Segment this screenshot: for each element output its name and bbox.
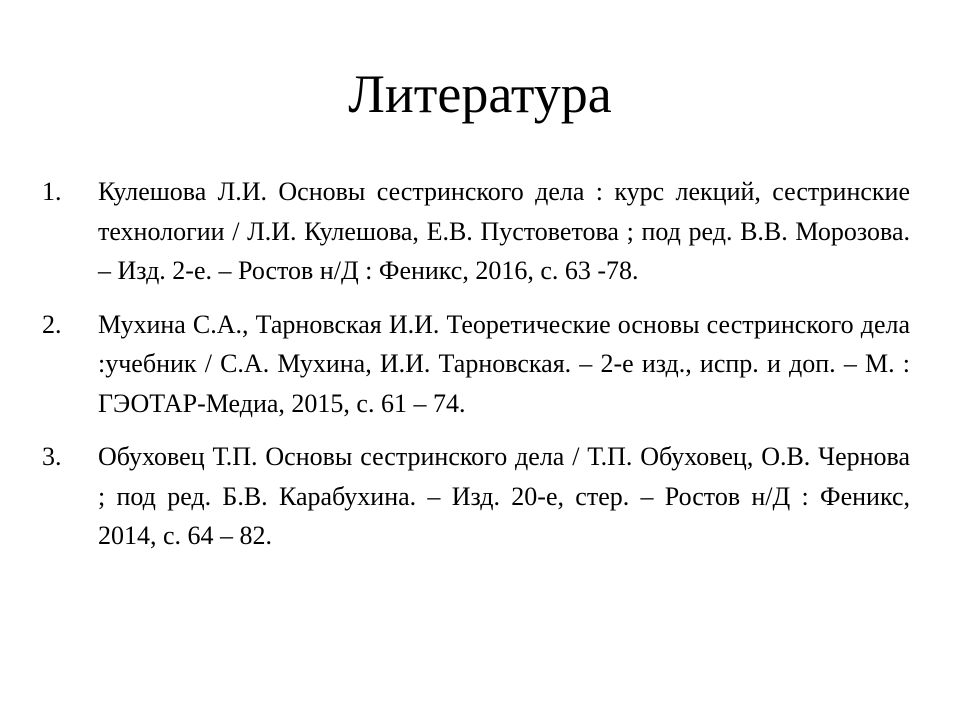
list-item-number: 1.: [42, 177, 62, 206]
list-item: [42, 172, 910, 291]
list-item-number: 2.: [42, 309, 62, 339]
list-item-text: Кулешова Л.И. Основы сестринского дела : курс лекций, сестринские технологии / Л.И. Кулешова, Е.В. Пустоветова ; под ред. В.В. Морозова. – Изд. 2-е. – Ростов н/Д : Феникс, 2016, с. 63 -78.: [98, 177, 910, 285]
reference-list: [42, 172, 910, 570]
list-item-number: 3.: [42, 442, 62, 471]
list-item: [42, 305, 910, 424]
list-item-text: Мухина С.А., Тарновская И.И. Теоретические основы сестринского дела :учебник / С.А. Мухина, И.И. Тарновская. – 2-е изд., испр. и доп. – М. : ГЭОТАР-Медиа, 2015, с. 61 – 74.: [98, 309, 910, 418]
slide-title: Литература: [348, 64, 612, 124]
list-item-text: Обуховец Т.П. Основы сестринского дела / Т.П. Обуховец, О.В. Чернова ; под ред. Б.В. Карабухина. – Изд. 20-е, стер. – Ростов н/Д : Феникс, 2014, с. 64 – 82.: [98, 442, 910, 550]
list-item: [42, 437, 910, 556]
